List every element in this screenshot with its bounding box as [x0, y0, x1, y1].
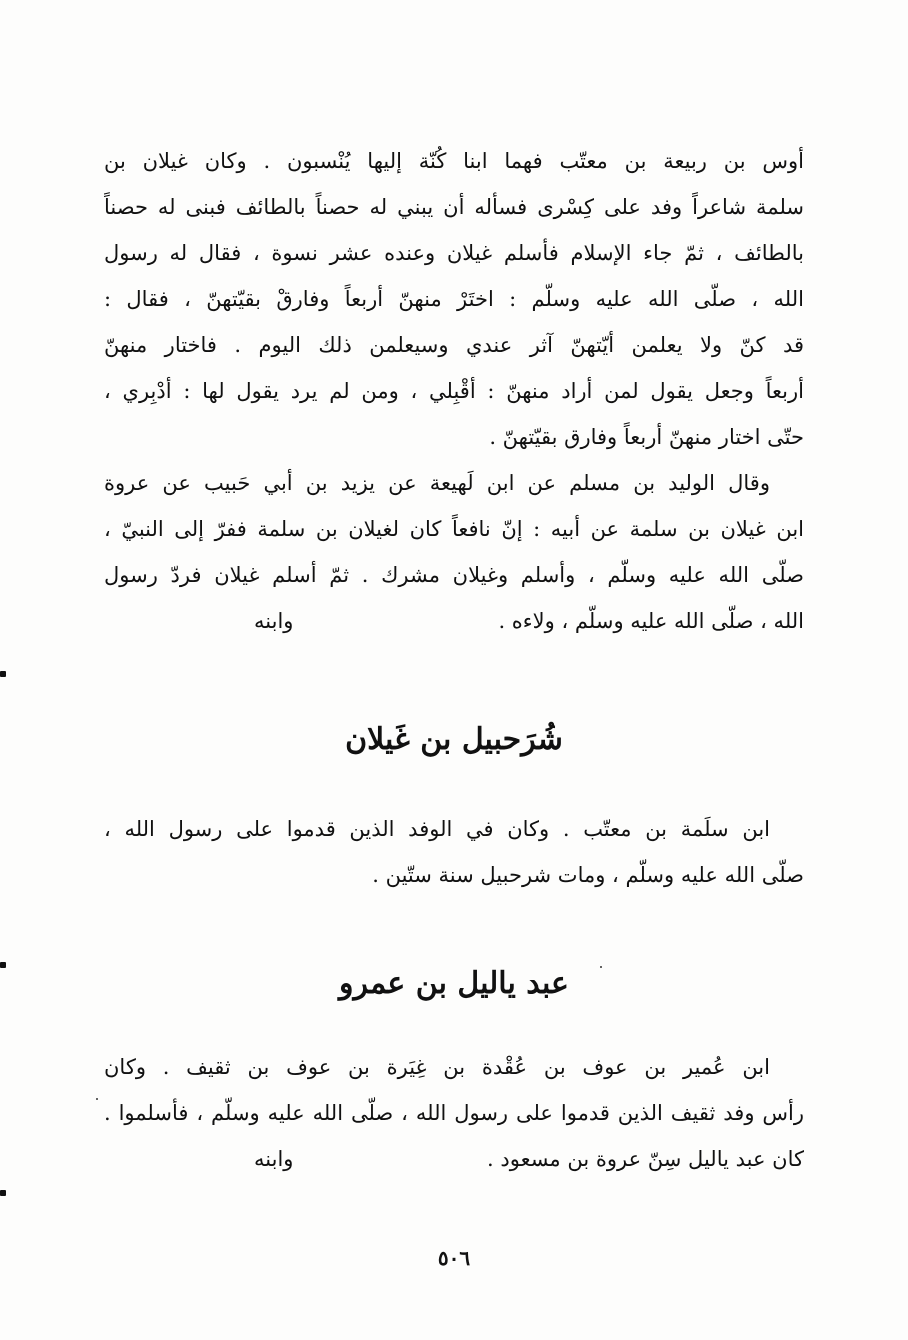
- text-line: أربعاً وجعل يقول لمن أراد منهنّ : أقْبِلي ، ومن لم يرد يقول لها : أدْبِري ،: [104, 379, 804, 403]
- text-line: صلّى الله عليه وسلّم ، وأسلم وغيلان مشرك . ثمّ أسلم غيلان فردّ رسول: [104, 563, 804, 587]
- text-line: بالطائف ، ثمّ جاء الإسلام فأسلم غيلان وعنده عشر نسوة ، فقال له رسول: [104, 241, 804, 265]
- text-line: صلّى الله عليه وسلّم ، ومات شرحبيل سنة ستّين .: [372, 863, 804, 887]
- paragraph-shurahbil: [104, 806, 804, 898]
- margin-mark: [0, 1190, 6, 1196]
- paragraph-walid-narration: [104, 460, 804, 644]
- margin-mark: [0, 671, 6, 677]
- text-line-with-catchword: [104, 1136, 804, 1182]
- entry-heading-abd-yalil: عبد ياليل بن عمرو: [339, 966, 569, 1001]
- text-line: كان عبد ياليل سِنّ عروة بن مسعود .: [487, 1147, 804, 1171]
- text-line: ابن عُمير بن عوف بن عُقْدة بن غِيَرة بن عوف بن ثقيف . وكان: [104, 1055, 770, 1079]
- text-line: ابن غيلان بن سلمة عن أبيه : إنّ نافعاً كان لغيلان بن سلمة ففرّ إلى النبيّ ،: [104, 517, 804, 541]
- text-line: ابن سلَمة بن معتّب . وكان في الوفد الذين قدموا على رسول الله ،: [104, 817, 770, 841]
- catchword: وابنه: [254, 609, 294, 633]
- text-line: حتّى اختار منهنّ أربعاً وفارق بقيّتهنّ .: [489, 425, 804, 449]
- page-number: ٥٠٦: [437, 1246, 471, 1270]
- text-line: أوس بن ربيعة بن معتّب فهما ابنا كُنّة إليها يُنْسبون . وكان غيلان بن: [104, 149, 804, 173]
- text-line: الله ، صلّى الله عليه وسلّم ، ولاءه .: [498, 609, 804, 633]
- text-line: سلمة شاعراً وفد على كِسْرى فسأله أن يبني له حصناً بالطائف فبنى له حصناً: [104, 195, 804, 219]
- text-line: وقال الوليد بن مسلم عن ابن لَهيعة عن يزيد بن أبي حَبيب عن عروة: [104, 471, 770, 495]
- margin-mark: [0, 962, 6, 968]
- catchword: وابنه: [254, 1147, 294, 1171]
- entry-heading-shurahbil: شُرَحبيل بن غَيلان: [345, 722, 563, 757]
- text-line: الله ، صلّى الله عليه وسلّم : اختَرْ منهنّ أربعاً وفارقْ بقيّتهنّ ، فقال :: [104, 287, 804, 311]
- scan-speck: [600, 966, 602, 968]
- paragraph-abd-yalil: [104, 1044, 804, 1182]
- text-line: قد كنّ ولا يعلمن أيّتهنّ آثر عندي وسيعلمن ذلك اليوم . فاختار منهنّ: [104, 333, 804, 357]
- text-line-with-catchword: [104, 598, 804, 644]
- text-line: رأس وفد ثقيف الذين قدموا على رسول الله ، صلّى الله عليه وسلّم ، فأسلموا .: [104, 1101, 804, 1125]
- scan-speck: [96, 1098, 98, 1100]
- paragraph-ghaylan: [104, 138, 804, 460]
